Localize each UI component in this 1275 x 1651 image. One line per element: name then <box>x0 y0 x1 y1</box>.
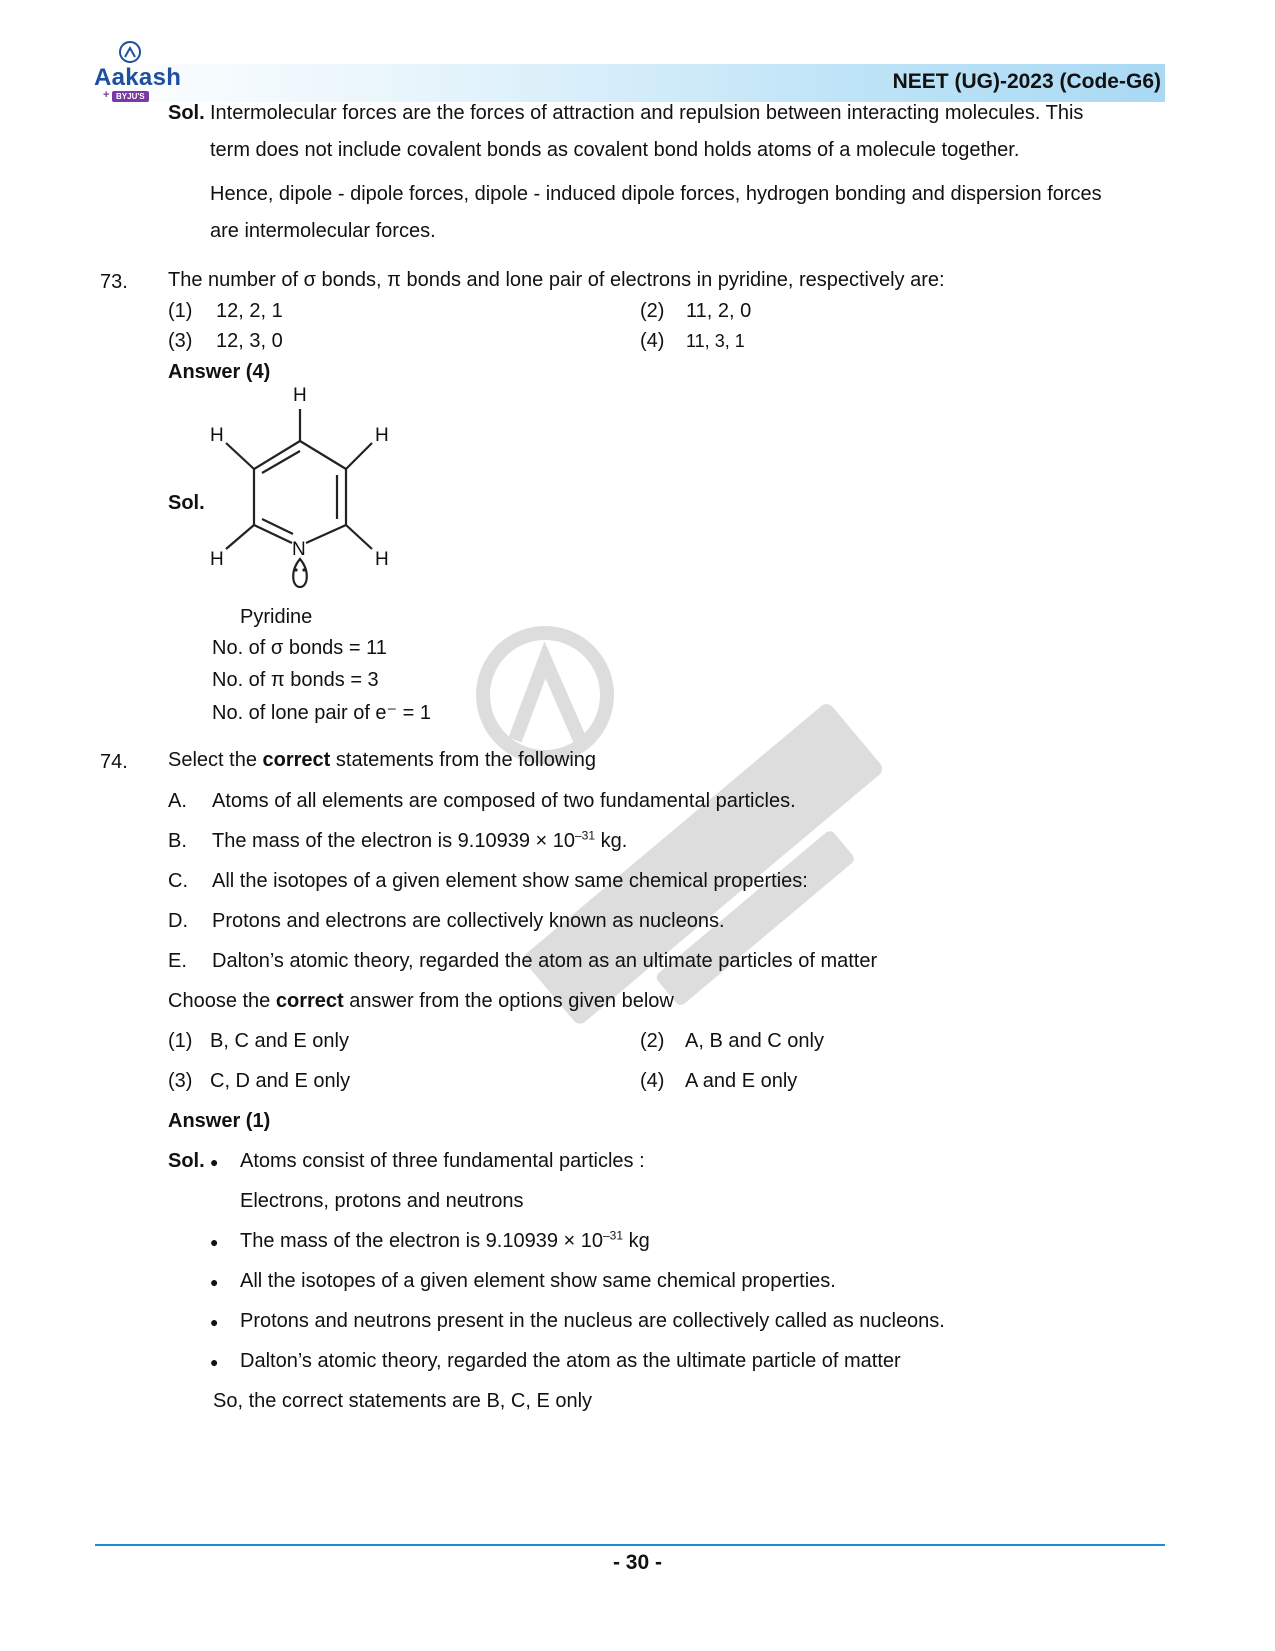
q73-sol-label: Sol. <box>168 492 205 514</box>
sol-point-3 <box>210 1270 836 1293</box>
statement-c <box>168 870 808 893</box>
option-number: (2) <box>640 1030 665 1052</box>
pyridine-structure-diagram <box>200 383 400 603</box>
prev-sol-label: Sol. <box>168 102 205 124</box>
sol-point-text: All the isotopes of a given element show same chemical properties. <box>240 1270 836 1292</box>
bullet-icon: ● <box>210 1313 219 1330</box>
atom-h-upper-left: H <box>210 425 224 446</box>
logo-text: Aakash <box>94 64 182 91</box>
option-text: A, B and C only <box>685 1030 824 1052</box>
option-number: (4) <box>640 330 665 352</box>
bullet-icon: ● <box>210 1233 219 1250</box>
sol-point-4 <box>210 1310 945 1333</box>
q73-option-1 <box>168 300 283 323</box>
statement-e <box>168 950 877 973</box>
prev-sol-line-1: Intermolecular forces are the forces of attraction and repulsion between interacting molecules. This <box>210 102 1084 124</box>
logo-badge: BYJU'S <box>112 91 149 102</box>
question-text-emphasis: correct <box>262 749 331 771</box>
q74-sol-label: Sol. <box>168 1150 205 1172</box>
option-number: (1) <box>168 1030 193 1052</box>
atom-h-upper-right: H <box>375 425 389 446</box>
statement-text-end: kg. <box>595 830 628 852</box>
sol-point-text: The mass of the electron is 9.10939 × 10 <box>240 1230 603 1252</box>
statement-b <box>168 830 627 853</box>
statement-text: The mass of the electron is 9.10939 × 10 <box>212 830 575 852</box>
q73-fact-lone-pair: No. of lone pair of e⁻ = 1 <box>212 702 432 724</box>
aakash-logo <box>94 40 184 102</box>
option-text: C, D and E only <box>210 1070 351 1092</box>
statement-letter: C. <box>168 870 188 892</box>
sol-point-text-end: kg <box>623 1230 650 1252</box>
statement-d <box>168 910 725 933</box>
instruction-emphasis: correct <box>275 990 344 1012</box>
statement-text: Atoms of all elements are composed of two fundamental particles. <box>212 790 796 812</box>
atom-h-top: H <box>293 385 307 406</box>
bullet-icon: ● <box>210 1273 219 1290</box>
instruction-end: answer from the options given below <box>343 990 674 1012</box>
option-text: B, C and E only <box>210 1030 349 1052</box>
option-number: (1) <box>168 300 193 322</box>
option-number: (3) <box>168 330 193 352</box>
question-74-number: 74. <box>100 751 128 773</box>
structure-caption: Pyridine <box>240 606 313 628</box>
prev-sol-line-3: Hence, dipole - dipole forces, dipole - induced dipole forces, hydrogen bonding and dispersion forces <box>210 183 1102 205</box>
option-text: 11, 2, 0 <box>686 300 752 322</box>
option-text: A and E only <box>685 1070 798 1092</box>
exam-title: NEET (UG)-2023 (Code-G6) <box>892 70 1161 93</box>
sol-point-2 <box>210 1230 650 1253</box>
footer-rule <box>95 1544 1165 1546</box>
option-number: (3) <box>168 1070 193 1092</box>
statement-text: Dalton’s atomic theory, regarded the atom as an ultimate particles of matter <box>212 950 878 972</box>
q73-fact-pi: No. of π bonds = 3 <box>212 669 379 691</box>
sol-point-5 <box>210 1350 901 1373</box>
logo-plus-icon: + <box>103 89 110 101</box>
q73-option-3 <box>168 330 283 353</box>
sol-point-text: Protons and neutrons present in the nucleus are collectively called as nucleons. <box>240 1310 945 1332</box>
option-text: 12, 2, 1 <box>216 300 283 322</box>
q73-fact-sigma: No. of σ bonds = 11 <box>212 637 387 659</box>
bullet-icon: ● <box>210 1353 219 1370</box>
question-73-text: The number of σ bonds, π bonds and lone pair of electrons in pyridine, respectively are: <box>168 269 945 291</box>
option-number: (2) <box>640 300 665 322</box>
sol-point-exponent: –31 <box>603 1228 624 1243</box>
page-number: - 30 - <box>612 1551 662 1574</box>
sol-point-text: Atoms consist of three fundamental particles : <box>240 1150 645 1172</box>
statement-text: Protons and electrons are collectively known as nucleons. <box>212 910 725 932</box>
q73-option-4 <box>640 330 745 353</box>
sol-point-1 <box>210 1150 645 1173</box>
prev-sol-line-2: term does not include covalent bonds as covalent bond holds atoms of a molecule together. <box>210 139 1020 161</box>
statement-a <box>168 790 796 813</box>
option-number: (4) <box>640 1070 665 1092</box>
choose-instruction <box>168 990 674 1013</box>
instruction-start: Choose the <box>168 990 276 1012</box>
atom-h-lower-left: H <box>210 549 224 570</box>
atom-h-lower-right: H <box>375 549 389 570</box>
sol-point-text: Dalton’s atomic theory, regarded the atom as the ultimate particle of matter <box>240 1350 901 1372</box>
question-73-number: 73. <box>100 271 128 293</box>
statement-letter: E. <box>168 950 187 972</box>
statement-letter: D. <box>168 910 188 932</box>
sol-conclusion: So, the correct statements are B, C, E only <box>213 1390 593 1412</box>
q73-answer: Answer (4) <box>168 361 271 383</box>
question-text-end: statements from the following <box>330 749 597 771</box>
option-text: 11, 3, 1 <box>686 331 745 351</box>
sol-point-1-continued: Electrons, protons and neutrons <box>240 1190 524 1212</box>
q73-option-2 <box>640 300 751 323</box>
question-text-start: Select the <box>168 749 263 771</box>
q74-option-3 <box>168 1070 350 1093</box>
atom-n: N <box>292 539 306 560</box>
statement-letter: B. <box>168 830 187 852</box>
prev-sol-line-4: are intermolecular forces. <box>210 220 436 242</box>
statement-letter: A. <box>168 790 187 812</box>
q74-answer: Answer (1) <box>168 1110 271 1132</box>
q74-option-4 <box>640 1070 797 1093</box>
question-74-text <box>168 749 596 772</box>
q74-option-1 <box>168 1030 349 1053</box>
q74-option-2 <box>640 1030 824 1053</box>
logo-emblem-icon <box>118 40 142 64</box>
option-text: 12, 3, 0 <box>216 330 283 352</box>
statement-exponent: –31 <box>575 828 596 843</box>
statement-text: All the isotopes of a given element show same chemical properties: <box>212 870 808 892</box>
bullet-icon: ● <box>210 1153 219 1170</box>
